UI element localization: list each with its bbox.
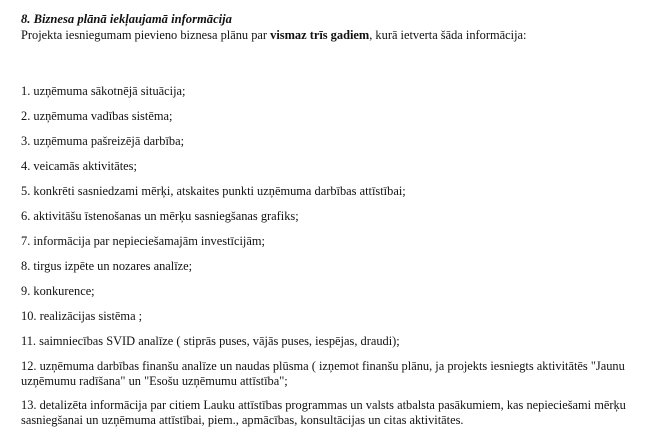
section-heading: 8. Biznesa plānā iekļaujamā informācija: [21, 12, 232, 26]
list-item: 6. aktivitāšu īstenošanas un mērķu sasniegšanas grafiks;: [21, 209, 299, 223]
required-information-list: [21, 84, 631, 428]
list-item: 8. tirgus izpēte un nozares analīze;: [21, 259, 193, 273]
intro-text-bold: vismaz trīs gadiem: [270, 28, 370, 42]
intro-text-end: , kurā ietverta šāda informācija:: [369, 28, 527, 42]
list-item: 2. uzņēmuma vadības sistēma;: [21, 109, 173, 123]
list-item: 11. saimniecības SVID analīze ( stiprās puses, vājās puses, iespējas, draudi);: [21, 334, 400, 348]
intro-text-start: Projekta iesniegumam pievieno biznesa plānu par: [21, 28, 271, 42]
list-item: 10. realizācijas sistēma ;: [21, 309, 143, 323]
list-item: 1. uzņēmuma sākotnējā situācija;: [21, 84, 186, 98]
list-item: 3. uzņēmuma pašreizējā darbība;: [21, 134, 185, 148]
list-item: 5. konkrēti sasniedzami mērķi, atskaites punkti uzņēmuma darbības attīstībai;: [21, 184, 406, 198]
list-item: 4. veicamās aktivitātes;: [21, 159, 137, 173]
list-item: 12. uzņēmuma darbības finanšu analīze un naudas plūsma ( izņemot finanšu plānu, ja projekts iesniegts aktivitātēs "Jaunu uzņēmumu radīšana" un "Esošu uzņēmumu attīstība";: [21, 359, 625, 388]
list-item: 9. konkurence;: [21, 284, 95, 298]
list-item: 7. informācija par nepieciešamajām investīcijām;: [21, 234, 265, 248]
intro-paragraph: [21, 28, 631, 43]
list-item: 13. detalizēta informācija par citiem Lauku attīstības programmas un valsts atbalsta pasākumiem, kas nepieciešami mērķu sasniegšanai un uzņēmuma attīstībai, piem., apmācības, konsultācijas un citas aktivitātes.: [21, 398, 626, 427]
